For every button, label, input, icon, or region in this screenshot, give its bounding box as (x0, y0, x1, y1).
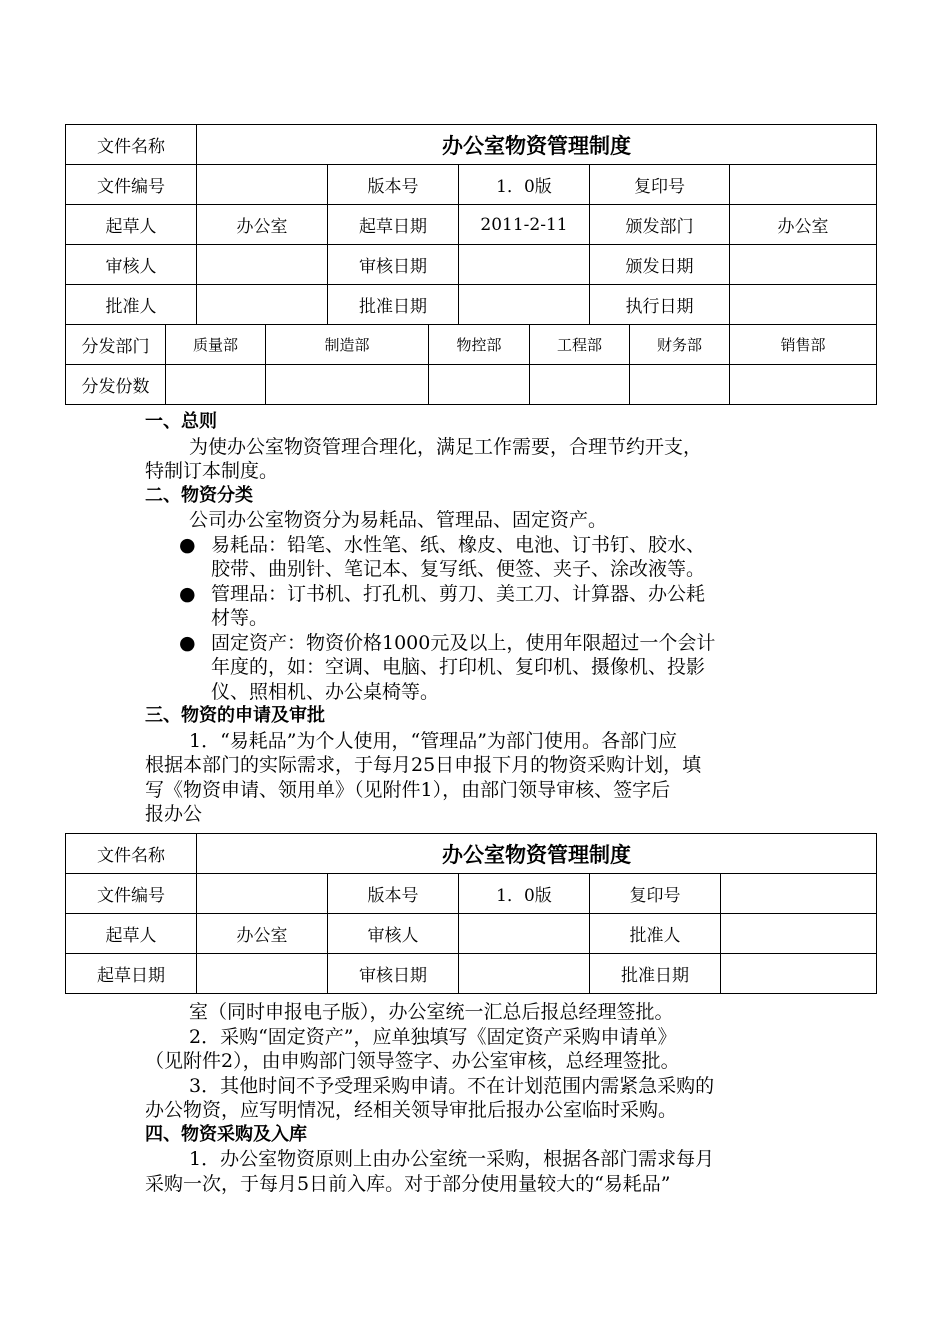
file-number-value (197, 874, 328, 914)
issuing-dept-value: 办公室 (730, 205, 877, 245)
draft-date-value (197, 954, 328, 994)
file-number-label: 文件编号 (66, 874, 197, 914)
copies-sales (730, 365, 877, 405)
review-date-value (459, 954, 590, 994)
paragraph-line: 为使办公室物资管理合理化，满足工作需要，合理节约开支， (189, 435, 703, 458)
version-label: 版本号 (328, 165, 459, 205)
copies-engineering (530, 365, 630, 405)
dept-material-control: 物控部 (429, 325, 530, 365)
drafter-label: 起草人 (66, 914, 197, 954)
paragraph-line: 1．“易耗品”为个人使用，“管理品”为部门使用。各部门应 (189, 729, 677, 752)
approver-value (721, 914, 877, 954)
body-text-section-1 (145, 410, 810, 827)
draft-date-label: 起草日期 (328, 205, 459, 245)
dept-finance: 财务部 (630, 325, 730, 365)
paragraph-line: 2．采购“固定资产”，应单独填写《固定资产采购申请单》 (189, 1025, 677, 1048)
reviewer-value (459, 914, 590, 954)
distribution-dept-label: 分发部门 (66, 325, 166, 365)
file-number-label: 文件编号 (66, 165, 197, 205)
approver-label: 批准人 (66, 285, 197, 325)
paragraph-line: 3．其他时间不予受理采购申请。不在计划范围内需紧急采购的 (189, 1074, 715, 1097)
approval-date-value (459, 285, 590, 325)
draft-date-label: 起草日期 (66, 954, 197, 994)
approval-date-label: 批准日期 (590, 954, 721, 994)
paragraph-line: 采购一次，于每月5日前入库。对于部分使用量较大的“易耗品” (145, 1172, 671, 1195)
bullet-line: 胶带、曲别针、笔记本、复写纸、便签、夹子、涂改液等。 (211, 558, 706, 580)
approver-value (197, 285, 328, 325)
file-name-label: 文件名称 (66, 125, 197, 165)
draft-date-value: 2011-2-11 (459, 205, 590, 245)
bullet-icon: ● (179, 533, 196, 556)
document-title: 办公室物资管理制度 (197, 125, 877, 165)
copy-number-value (730, 165, 877, 205)
heading-classification: 二、物资分类 (145, 484, 253, 506)
copies-material-control (429, 365, 530, 405)
paragraph-line: 1．办公室物资原则上由办公室统一采购，根据各部门需求每月 (189, 1148, 715, 1170)
file-number-value (197, 165, 328, 205)
document-title: 办公室物资管理制度 (197, 834, 877, 874)
copies-manufacturing (266, 365, 429, 405)
bullet-line: 材等。 (211, 607, 269, 629)
bullet-line: 年度的，如：空调、电脑、打印机、复印机、摄像机、投影 (211, 656, 706, 678)
effective-date-label: 执行日期 (590, 285, 730, 325)
issuing-dept-label: 颁发部门 (590, 205, 730, 245)
reviewer-label: 审核人 (66, 245, 197, 285)
dept-sales: 销售部 (730, 325, 877, 365)
issue-date-value (730, 245, 877, 285)
review-date-label: 审核日期 (328, 245, 459, 285)
version-value: 1．0版 (459, 165, 590, 205)
reviewer-label: 审核人 (328, 914, 459, 954)
copy-number-label: 复印号 (590, 874, 721, 914)
paragraph-line: 室（同时申报电子版），办公室统一汇总后报总经理签批。 (189, 1001, 674, 1023)
copies-quality (166, 365, 266, 405)
paragraph-line: 写《物资申请、领用单》（见附件1），由部门领导审核、签字后 (145, 778, 671, 801)
approver-label: 批准人 (590, 914, 721, 954)
paragraph-line: 报办公 (145, 803, 203, 825)
version-label: 版本号 (328, 874, 459, 914)
bullet-icon: ● (179, 582, 196, 605)
issue-date-label: 颁发日期 (590, 245, 730, 285)
bullet-line: 易耗品：铅笔、水性笔、纸、橡皮、电池、订书钉、胶水、 (211, 533, 706, 556)
paragraph-line: 根据本部门的实际需求，于每月25日申报下月的物资采购计划，填 (145, 754, 702, 776)
review-date-label: 审核日期 (328, 954, 459, 994)
heading-purchase: 四、物资采购及入库 (145, 1123, 307, 1145)
bullet-item-managed-goods (145, 582, 810, 631)
copy-number-label: 复印号 (590, 165, 730, 205)
document-header-table-repeat (65, 833, 877, 994)
bullet-line: 固定资产：物资价格1000元及以上，使用年限超过一个会计 (211, 631, 716, 654)
bullet-item-consumables (145, 533, 810, 582)
review-date-value (459, 245, 590, 285)
copy-number-value (721, 874, 877, 914)
drafter-value: 办公室 (197, 914, 328, 954)
file-name-label: 文件名称 (66, 834, 197, 874)
document-header-table (65, 124, 877, 405)
heading-application: 三、物资的申请及审批 (145, 705, 325, 726)
dept-engineering: 工程部 (530, 325, 630, 365)
heading-general: 一、总则 (145, 411, 217, 432)
drafter-label: 起草人 (66, 205, 197, 245)
bullet-icon: ● (179, 631, 196, 654)
version-value: 1．0版 (459, 874, 590, 914)
dept-manufacturing: 制造部 (266, 325, 429, 365)
paragraph-line: 办公物资，应写明情况，经相关领导审批后报办公室临时采购。 (145, 1099, 678, 1121)
reviewer-value (197, 245, 328, 285)
approval-date-label: 批准日期 (328, 285, 459, 325)
paragraph-line: 公司办公室物资分为易耗品、管理品、固定资产。 (189, 509, 608, 531)
paragraph-line: （见附件2），由申购部门领导签字、办公室审核，总经理签批。 (145, 1050, 680, 1072)
approval-date-value (721, 954, 877, 994)
bullet-line: 管理品：订书机、打孔机、剪刀、美工刀、计算器、办公耗 (211, 582, 706, 605)
effective-date-value (730, 285, 877, 325)
dept-quality: 质量部 (166, 325, 266, 365)
bullet-line: 仪、照相机、办公桌椅等。 (211, 680, 440, 703)
paragraph-line: 特制订本制度。 (145, 460, 279, 482)
bullet-item-fixed-assets (145, 631, 810, 705)
drafter-value: 办公室 (197, 205, 328, 245)
distribution-copies-label: 分发份数 (66, 365, 166, 405)
body-text-section-2 (145, 1000, 810, 1196)
copies-finance (630, 365, 730, 405)
